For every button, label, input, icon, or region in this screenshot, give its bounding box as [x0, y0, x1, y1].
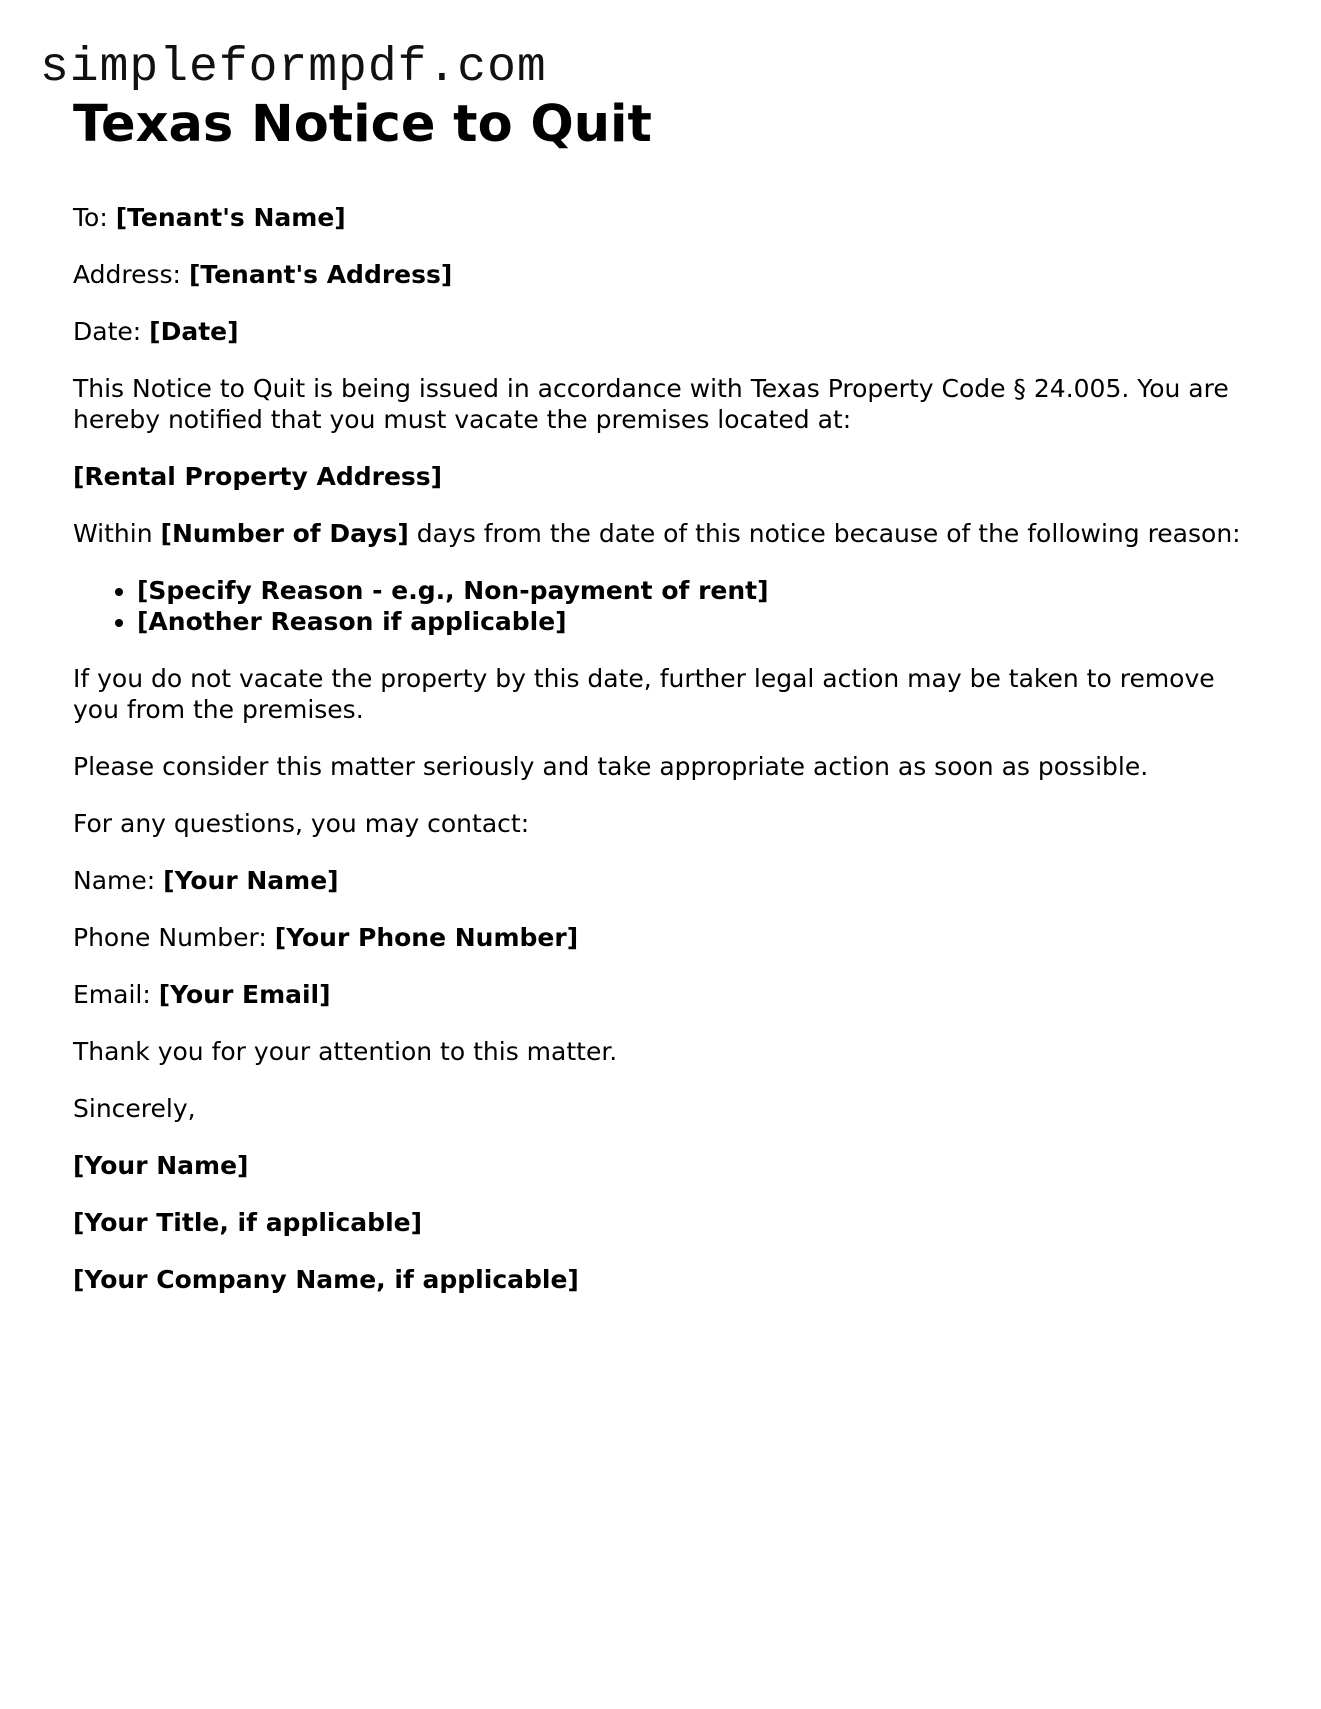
reason-list: [73, 575, 1253, 637]
to-label: To:: [73, 203, 108, 232]
within-prefix: Within: [73, 519, 153, 548]
signature-title: [Your Title, if applicable]: [73, 1208, 423, 1237]
address-line: [73, 259, 1253, 290]
rental-property-address: [Rental Property Address]: [73, 462, 443, 491]
contact-name-value: [Your Name]: [163, 866, 339, 895]
document: [73, 92, 1253, 1295]
contact-email-line: [73, 979, 1253, 1010]
contact-name-label: Name:: [73, 866, 156, 895]
within-paragraph: [73, 518, 1253, 549]
date-label: Date:: [73, 317, 142, 346]
list-item: • [Another Reason if applicable]: [137, 606, 1253, 637]
number-of-days: [Number of Days]: [160, 519, 409, 548]
consider-paragraph: Please consider this matter seriously and take appropriate action as soon as possible.: [73, 752, 1149, 781]
signature-name: [Your Name]: [73, 1151, 249, 1180]
tenant-name: [Tenant's Name]: [115, 203, 346, 232]
to-line: [73, 202, 1253, 233]
contact-email-label: Email:: [73, 980, 151, 1009]
contact-phone-line: [73, 922, 1253, 953]
contact-email-value: [Your Email]: [158, 980, 331, 1009]
thanks-paragraph: Thank you for your attention to this matter.: [73, 1037, 618, 1066]
closing: Sincerely,: [73, 1094, 196, 1123]
contact-intro: For any questions, you may contact:: [73, 809, 530, 838]
date-value: [Date]: [149, 317, 239, 346]
watermark: simpleformpdf.com: [40, 41, 547, 95]
within-suffix: days from the date of this notice because of the following reason:: [416, 519, 1241, 548]
contact-phone-value: [Your Phone Number]: [274, 923, 579, 952]
date-line: [73, 316, 1253, 347]
tenant-address: [Tenant's Address]: [188, 260, 453, 289]
page-title: Texas Notice to Quit: [73, 95, 652, 154]
signature-company: [Your Company Name, if applicable]: [73, 1265, 579, 1294]
intro-paragraph: This Notice to Quit is being issued in accordance with Texas Property Code § 24.005. You are hereby notified that you must vacate the premises located at:: [73, 374, 1229, 434]
contact-name-line: [73, 865, 1253, 896]
list-item: • [Specify Reason - e.g., Non-payment of rent]: [137, 575, 1253, 606]
contact-phone-label: Phone Number:: [73, 923, 267, 952]
warning-paragraph: If you do not vacate the property by this date, further legal action may be taken to remove you from the premises.: [73, 664, 1215, 724]
address-label: Address:: [73, 260, 181, 289]
